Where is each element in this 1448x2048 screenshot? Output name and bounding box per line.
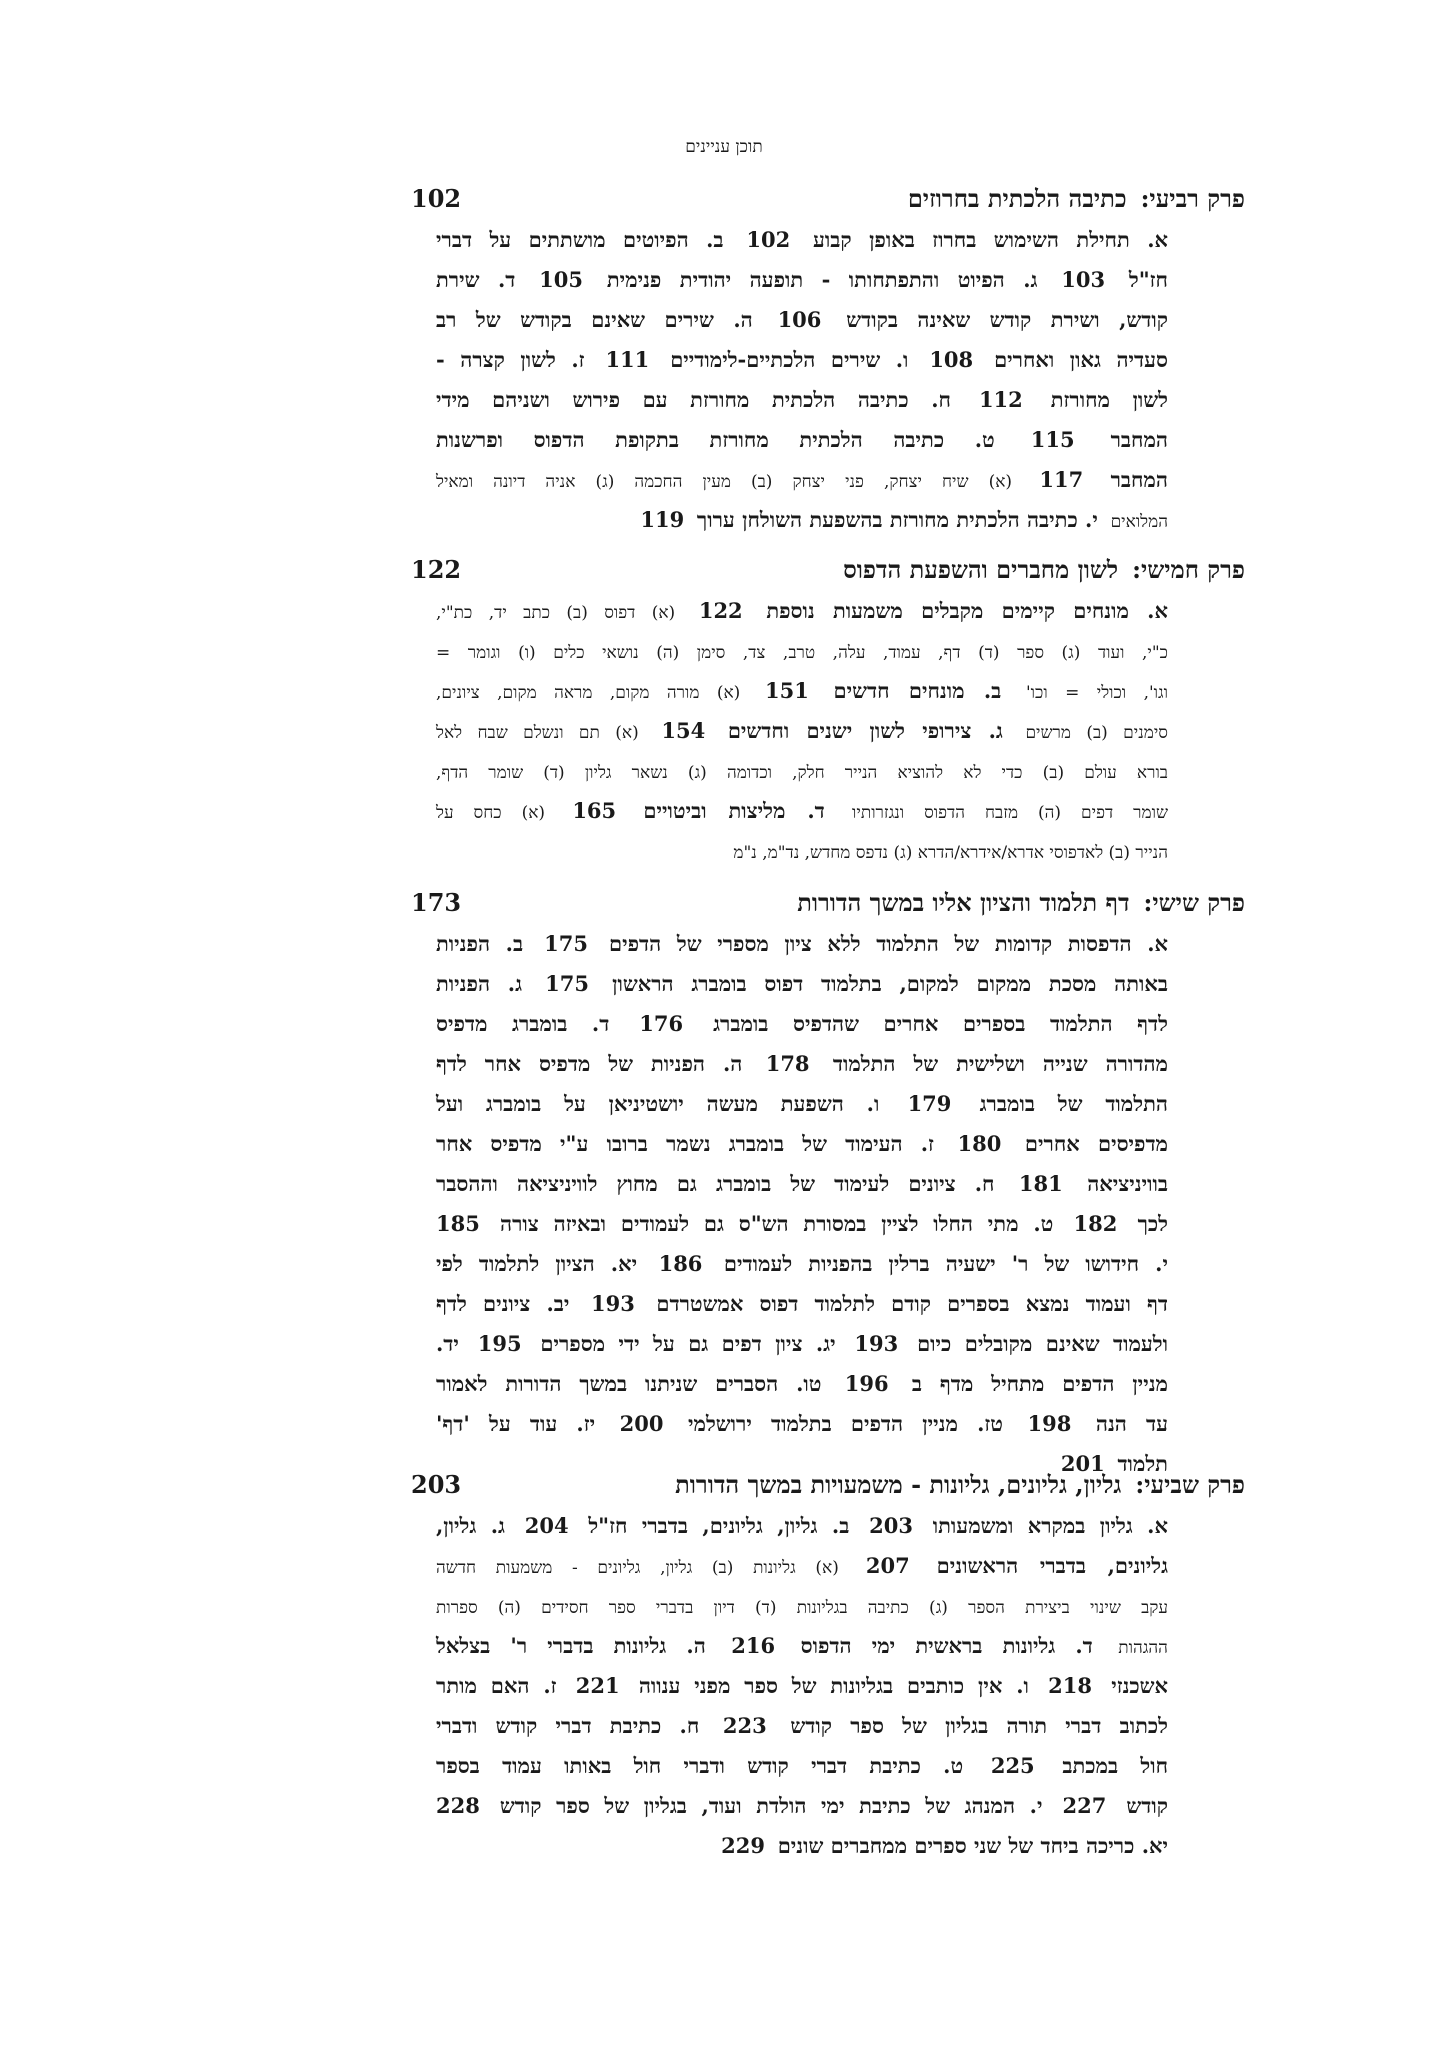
entry-text: א. מונחים קיימים מקבלים משמעות נוספת (766, 598, 1168, 623)
entry-text: ב. הפיוטים מושתתים על דברי (436, 227, 724, 252)
entry-text: יג. ציון דפים גם על ידי מספרים (540, 1331, 836, 1356)
chapter-heading (0, 555, 1448, 591)
entry-page-number: 186 (658, 1251, 703, 1276)
entry-page-number: 216 (731, 1633, 776, 1658)
toc-line (436, 1586, 1168, 1626)
entry-text: מהדורה שנייה ושלישית של התלמוד (832, 1051, 1168, 1076)
toc-line (436, 1666, 1168, 1706)
entry-text: לדף התלמוד בספרים אחרים שהדפיס בומברג (713, 1011, 1168, 1036)
chapter-title-line (797, 888, 1245, 918)
entry-text: ח. כתיבה הלכתית מחורזת עם פירוש ושניהם מידי (436, 387, 951, 412)
entry-text: ד. בומברג מדפיס (436, 1011, 610, 1036)
entry-text: ה. שירים שאינם בקודש של רב (436, 307, 753, 332)
toc-line (436, 1706, 1168, 1746)
chapter-entries (436, 924, 1168, 1484)
entry-text: ו. שירים הלכתיים-לימודיים (670, 347, 909, 372)
chapter-label: פרק רביעי: (1140, 184, 1245, 213)
entry-text: יא. הציון לתלמוד לפי (436, 1251, 638, 1276)
chapter-label: פרק חמישי: (1132, 555, 1245, 584)
entry-text: ה. הפניות של מדפיס אחר לדף (436, 1051, 743, 1076)
subentry-text: ההגהות (1118, 1638, 1168, 1658)
entry-text: ב. גליון, גליונים, בדברי חז"ל (588, 1513, 850, 1538)
entry-page-number: 115 (1030, 427, 1075, 452)
entry-page-number: 175 (545, 971, 589, 996)
entry-text: מניין הדפים מתחיל מדף ב (911, 1371, 1168, 1396)
entry-text: ו. השפעת מעשה יושטיניאן על בומברג ועל (436, 1091, 880, 1116)
entry-page-number: 103 (1061, 267, 1106, 292)
entry-text: עד הנה (1095, 1411, 1168, 1436)
entry-page-number: 193 (590, 1291, 635, 1316)
entry-text: ולעמוד שאינם מקובלים כיום (917, 1331, 1168, 1356)
toc-line (436, 1004, 1168, 1044)
entry-text: התלמוד של בומברג (979, 1091, 1168, 1116)
chapter-section (0, 888, 1448, 1476)
subentry-text: (א) שיח יצחק, פני יצחק (ב) מעין החכמה (ג) אניה דיונה ומאיל (436, 472, 1013, 492)
toc-line (436, 1826, 1168, 1866)
toc-line (436, 1786, 1168, 1826)
toc-line (436, 751, 1168, 791)
entry-text: ד. שירת (436, 267, 516, 292)
toc-line (436, 460, 1168, 500)
toc-line (436, 831, 1168, 871)
chapter-entries (436, 1506, 1168, 1866)
entry-page-number: 102 (746, 227, 791, 252)
entry-page-number: 198 (1027, 1411, 1072, 1436)
entry-page-number: 229 (721, 1833, 765, 1858)
entry-text: ז. העימוד של בומברג נשמר ברובו ע"י מדפיס אחר (436, 1131, 934, 1156)
subentry-text: (א) כחס על (436, 803, 546, 823)
entry-page-number: 179 (907, 1091, 952, 1116)
subentry-text: שומר דפים (ה) מזבח הדפוס ונגזרותיו (852, 803, 1168, 823)
entry-text: אשכנזי (1111, 1673, 1169, 1698)
entry-page-number: 204 (524, 1513, 569, 1538)
toc-line (436, 1244, 1168, 1284)
entry-text: טו. הסברים שניתנו במשך הדורות לאמור (436, 1371, 822, 1396)
entry-page-number: 165 (572, 798, 617, 823)
subentry-text: (א) מורה מקום, מראה מקום, ציונים, (436, 683, 741, 703)
chapter-entries (436, 591, 1168, 871)
entry-text: לכך (1137, 1211, 1168, 1236)
entry-page-number: 218 (1048, 1673, 1092, 1698)
toc-line (436, 1324, 1168, 1364)
chapter-section (0, 184, 1448, 532)
entry-text: א. הדפסות קדומות של התלמוד ללא ציון מספרי של הדפים (609, 931, 1168, 956)
chapter-label: פרק שישי: (1143, 888, 1245, 917)
entry-text: ג. הפניות (436, 971, 523, 996)
chapter-section (0, 555, 1448, 863)
entry-page-number: 221 (575, 1673, 620, 1698)
chapter-heading (0, 1470, 1448, 1506)
toc-line (436, 1746, 1168, 1786)
entry-text: י. המנהג של כתיבת ימי הולדת ועוד, בגליון של ספר קודש (499, 1793, 1043, 1818)
toc-line (436, 220, 1168, 260)
subentry-text: סימנים (ב) מרשים (1025, 723, 1168, 743)
toc-line (436, 500, 1168, 540)
entry-text: חול במכתב (1062, 1753, 1168, 1778)
chapter-page-number: 122 (411, 555, 462, 584)
entry-page-number: 176 (639, 1011, 684, 1036)
toc-line (436, 260, 1168, 300)
toc-line (436, 380, 1168, 420)
toc-line (436, 1364, 1168, 1404)
chapter-page-number: 102 (411, 184, 462, 213)
entry-page-number: 228 (436, 1793, 480, 1818)
entry-page-number: 151 (764, 678, 809, 703)
toc-line (436, 420, 1168, 460)
toc-line (436, 300, 1168, 340)
toc-line (436, 1044, 1168, 1084)
entry-text: ח. כתיבת דברי קודש ודברי (436, 1713, 700, 1738)
entry-page-number: 223 (722, 1713, 767, 1738)
entry-page-number: 154 (661, 718, 706, 743)
entry-text: ב. מונחים חדשים (833, 678, 1002, 703)
subentry-text: הנייר (ב) לאדפוסי אדרא/אידרא/הדרא (ג) נדפס מחדש, נד"מ, נ"מ (733, 843, 1168, 863)
toc-line (436, 924, 1168, 964)
entry-page-number: 105 (539, 267, 584, 292)
chapter-title-line (675, 1470, 1245, 1500)
chapter-page-number: 173 (411, 888, 462, 917)
entry-page-number: 227 (1062, 1793, 1107, 1818)
entry-page-number: 182 (1073, 1211, 1118, 1236)
entry-page-number: 185 (436, 1211, 480, 1236)
entry-page-number: 111 (605, 347, 650, 372)
entry-text: ה. גליונות בדברי ר' בצלאל (436, 1633, 706, 1658)
entry-page-number: 200 (619, 1411, 664, 1436)
entry-text: יד. (436, 1331, 459, 1356)
chapter-section (0, 1470, 1448, 1858)
toc-line (436, 1506, 1168, 1546)
entry-text: ז. האם מותר (436, 1673, 557, 1698)
entry-text: ג. גליון, (436, 1513, 505, 1538)
entry-text: יז. עוד על 'דף' (436, 1411, 596, 1436)
entry-text: גליונים, בדברי הראשונים (936, 1553, 1168, 1578)
entry-text: לכתוב דברי תורה בגליון של ספר קודש (790, 1713, 1168, 1738)
entry-text: באותה מסכת ממקום למקום, בתלמוד דפוס בומברג הראשון (612, 971, 1168, 996)
toc-line (436, 671, 1168, 711)
entry-text: ד. גליונות בראשית ימי הדפוס (800, 1633, 1093, 1658)
entry-text: יא. כריכה ביחד של שני ספרים ממחברים שונים (777, 1833, 1168, 1858)
toc-line (436, 1084, 1168, 1124)
entry-text: ו. אין כותבים בגליונות של ספר מפני ענווה (638, 1673, 1029, 1698)
entry-page-number: 122 (698, 598, 743, 623)
entry-text: יב. ציונים לדף (436, 1291, 570, 1316)
entry-page-number: 203 (869, 1513, 913, 1538)
entry-page-number: 196 (844, 1371, 889, 1396)
entry-text: א. תחילת השימוש בחרוז באופן קבוע (813, 227, 1168, 252)
toc-line (436, 711, 1168, 751)
subentry-text: בורא עולם (ב) כדי לא להוציא הנייר חלק, וכדומה (ג) נשאר גליון (ד) שומר הדף, (436, 763, 1168, 783)
entry-text: ט. מתי החלו לציין במסורת הש"ס גם לעמודים ובאיזה צורה (500, 1211, 1054, 1236)
toc-line (436, 964, 1168, 1004)
entry-page-number: 180 (957, 1131, 1002, 1156)
entry-page-number: 181 (1018, 1171, 1063, 1196)
toc-line (436, 631, 1168, 671)
chapter-title: גליון, גליונים, גליונות - משמעויות במשך הדורות (675, 1470, 1122, 1499)
chapter-heading (0, 888, 1448, 924)
entry-page-number: 112 (978, 387, 1023, 412)
entry-page-number: 117 (1039, 467, 1084, 492)
entry-text: ט. כתיבה הלכתית מחורזת בתקופת הדפוס ופרשנות (436, 427, 995, 452)
subentry-text: כ"י, ועוד (ג) ספר (ד) דף, עמוד, עלה, טרב, צד, סימן (ה) נושאי כלים (ו) וגומר = (436, 643, 1168, 663)
toc-line (436, 1124, 1168, 1164)
entry-page-number: 225 (990, 1753, 1035, 1778)
entry-text: לשון מחורזת (1050, 387, 1168, 412)
chapter-entries (436, 220, 1168, 540)
entry-text: תלמוד (1117, 1451, 1168, 1476)
toc-line (436, 340, 1168, 380)
entry-page-number: 175 (544, 931, 588, 956)
entry-text: ג. צירופי לשון ישנים וחדשים (727, 718, 1003, 743)
chapter-title: דף תלמוד והציון אליו במשך הדורות (797, 888, 1130, 917)
entry-text: מדפיסים אחרים (1024, 1131, 1168, 1156)
entry-text: ט. כתיבת דברי קודש ודברי חול באותו עמוד בספר (436, 1753, 964, 1778)
entry-text: חז"ל (1128, 267, 1168, 292)
toc-line (436, 1284, 1168, 1324)
subentry-text: וגו', וכולי = וכו' (1025, 683, 1168, 703)
entry-text: א. גליון במקרא ומשמעותו (932, 1513, 1168, 1538)
entry-text: י. חידושו של ר' ישעיה ברלין בהפניות לעמודים (723, 1251, 1168, 1276)
entry-text: סעדיה גאון ואחרים (994, 347, 1168, 372)
subentry-text: המלואים (1110, 512, 1168, 532)
subentry-text: (א) גליונות (ב) גליון, גליונים - משמעות חדשה (436, 1558, 839, 1578)
entry-text: קודש, ושירת קודש שאינה בקודש (846, 307, 1168, 332)
entry-text: ד. מליצות וביטויים (643, 798, 825, 823)
toc-line (436, 1404, 1168, 1444)
chapter-page-number: 203 (411, 1470, 462, 1499)
running-head: תוכן עניינים (685, 137, 763, 157)
chapter-title: לשון מחברים והשפעת הדפוס (843, 555, 1119, 584)
entry-page-number: 207 (865, 1553, 910, 1578)
entry-page-number: 106 (777, 307, 822, 332)
chapter-heading (0, 184, 1448, 220)
entry-text: ז. לשון קצרה - (436, 347, 585, 372)
entry-text: ג. הפיוט והתפתחותו - תופעה יהודית פנימית (606, 267, 1038, 292)
entry-text: ח. ציונים לעימוד של בומברג גם מחוץ לוויניציאה וההסבר (436, 1171, 995, 1196)
toc-line (436, 591, 1168, 631)
toc-line (436, 1204, 1168, 1244)
entry-page-number: 108 (929, 347, 974, 372)
entry-text: י. כתיבה הלכתית מחורזת בהשפעת השולחן ערוך (696, 507, 1098, 532)
chapter-title: כתיבה הלכתית בחרוזים (907, 184, 1127, 213)
toc-line (436, 1164, 1168, 1204)
entry-page-number: 195 (477, 1331, 522, 1356)
entry-text: המחבר (1110, 427, 1168, 452)
toc-line (436, 791, 1168, 831)
subentry-text: (א) תם ונשלם שבח לאל (436, 723, 639, 743)
chapter-title-line (908, 184, 1245, 214)
subentry-text: (א) דפוס (ב) כתב יד, כת"י, (436, 603, 676, 623)
entry-text: דף ועמוד נמצא בספרים קודם לתלמוד דפוס אמשטרדם (656, 1291, 1168, 1316)
subentry-text: עקב שינוי ביצירת הספר (ג) כתיבה בגליונות (ד) דיון בדברי ספר חסידים (ה) ספרות (436, 1598, 1168, 1618)
chapter-title-line (843, 555, 1245, 585)
toc-line (436, 1626, 1168, 1666)
entry-text: ב. הפניות (436, 931, 524, 956)
entry-text: המחבר (1110, 467, 1168, 492)
entry-page-number: 178 (765, 1051, 810, 1076)
chapter-label: פרק שביעי: (1135, 1470, 1245, 1499)
entry-text: בוויניציאה (1087, 1171, 1168, 1196)
entry-page-number: 193 (854, 1331, 899, 1356)
entry-text: טז. מניין הדפים בתלמוד ירושלמי (688, 1411, 1003, 1436)
entry-page-number: 201 (1060, 1451, 1105, 1476)
toc-line (436, 1546, 1168, 1586)
entry-text: קודש (1126, 1793, 1168, 1818)
entry-page-number: 119 (640, 507, 685, 532)
